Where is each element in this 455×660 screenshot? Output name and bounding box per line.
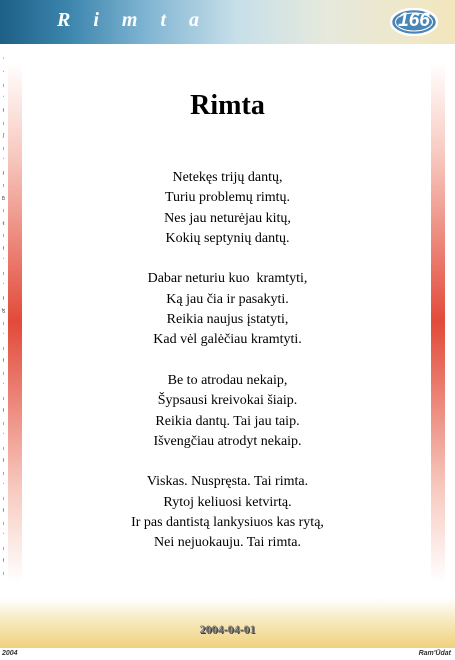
poem-title: Rimta	[190, 90, 265, 121]
poem-line: Turiu problemų rimtų.	[164, 190, 291, 206]
poem-line: Netekęs trijų dantų,	[172, 170, 283, 185]
stanza-4	[0, 472, 455, 553]
poem-body	[0, 168, 455, 574]
stanza-3	[0, 371, 455, 452]
page-number: 166	[398, 10, 430, 31]
poem-line: Ką jau čia ir pasakyti.	[166, 291, 289, 307]
poem-line: Išvengčiau atrodyt nekaip.	[153, 433, 302, 449]
poem-line: Reikia dantų. Tai jau taip.	[155, 413, 300, 429]
poem-line: Dabar neturiu kuo kramtyti,	[147, 271, 308, 287]
poem-line: Ir pas dantistą lankysiuos kas rytą,	[131, 515, 324, 531]
stanza-1	[0, 168, 455, 249]
poem-line: Nei nejuokauju. Tai rimta.	[154, 535, 301, 551]
header-title: R i m t a	[57, 9, 209, 31]
header-banner	[0, 0, 455, 44]
poem-line: Reikia naujus įstatyti,	[166, 312, 289, 328]
margin-ornament: ˇ ʹ ı ʹ ł ı ʃ ı ʹ ł ı ƃ ı ŧ ı ł ʹ ı ʹ ł ɮ ı ʹ ı ł ı ʹ ı ł ı ʹ ı ł ı ʹ ı ł ı ʹ ı ł ı	[1, 58, 6, 577]
poem-line: Viskas. Nuspręsta. Tai rimta.	[146, 474, 309, 490]
poem-line: Šypsausi kreivokai šiaip.	[157, 393, 298, 409]
poem-line: Be to atrodau nekaip,	[167, 372, 288, 388]
poem-date: 2004-04-01	[199, 622, 256, 636]
footer-author: Ram'Ūdat	[418, 650, 451, 657]
poem-line: Kad vėl galėčiau kramtyti.	[153, 332, 302, 348]
poem-line: Kokių septynių dantų.	[165, 230, 290, 246]
poem-line: Rytoj keliuosi ketvirtą.	[163, 494, 292, 510]
poem-line: Nes jau neturėjau kitų,	[164, 210, 291, 226]
stanza-2	[0, 269, 455, 350]
footer-year: 2004	[2, 650, 18, 657]
